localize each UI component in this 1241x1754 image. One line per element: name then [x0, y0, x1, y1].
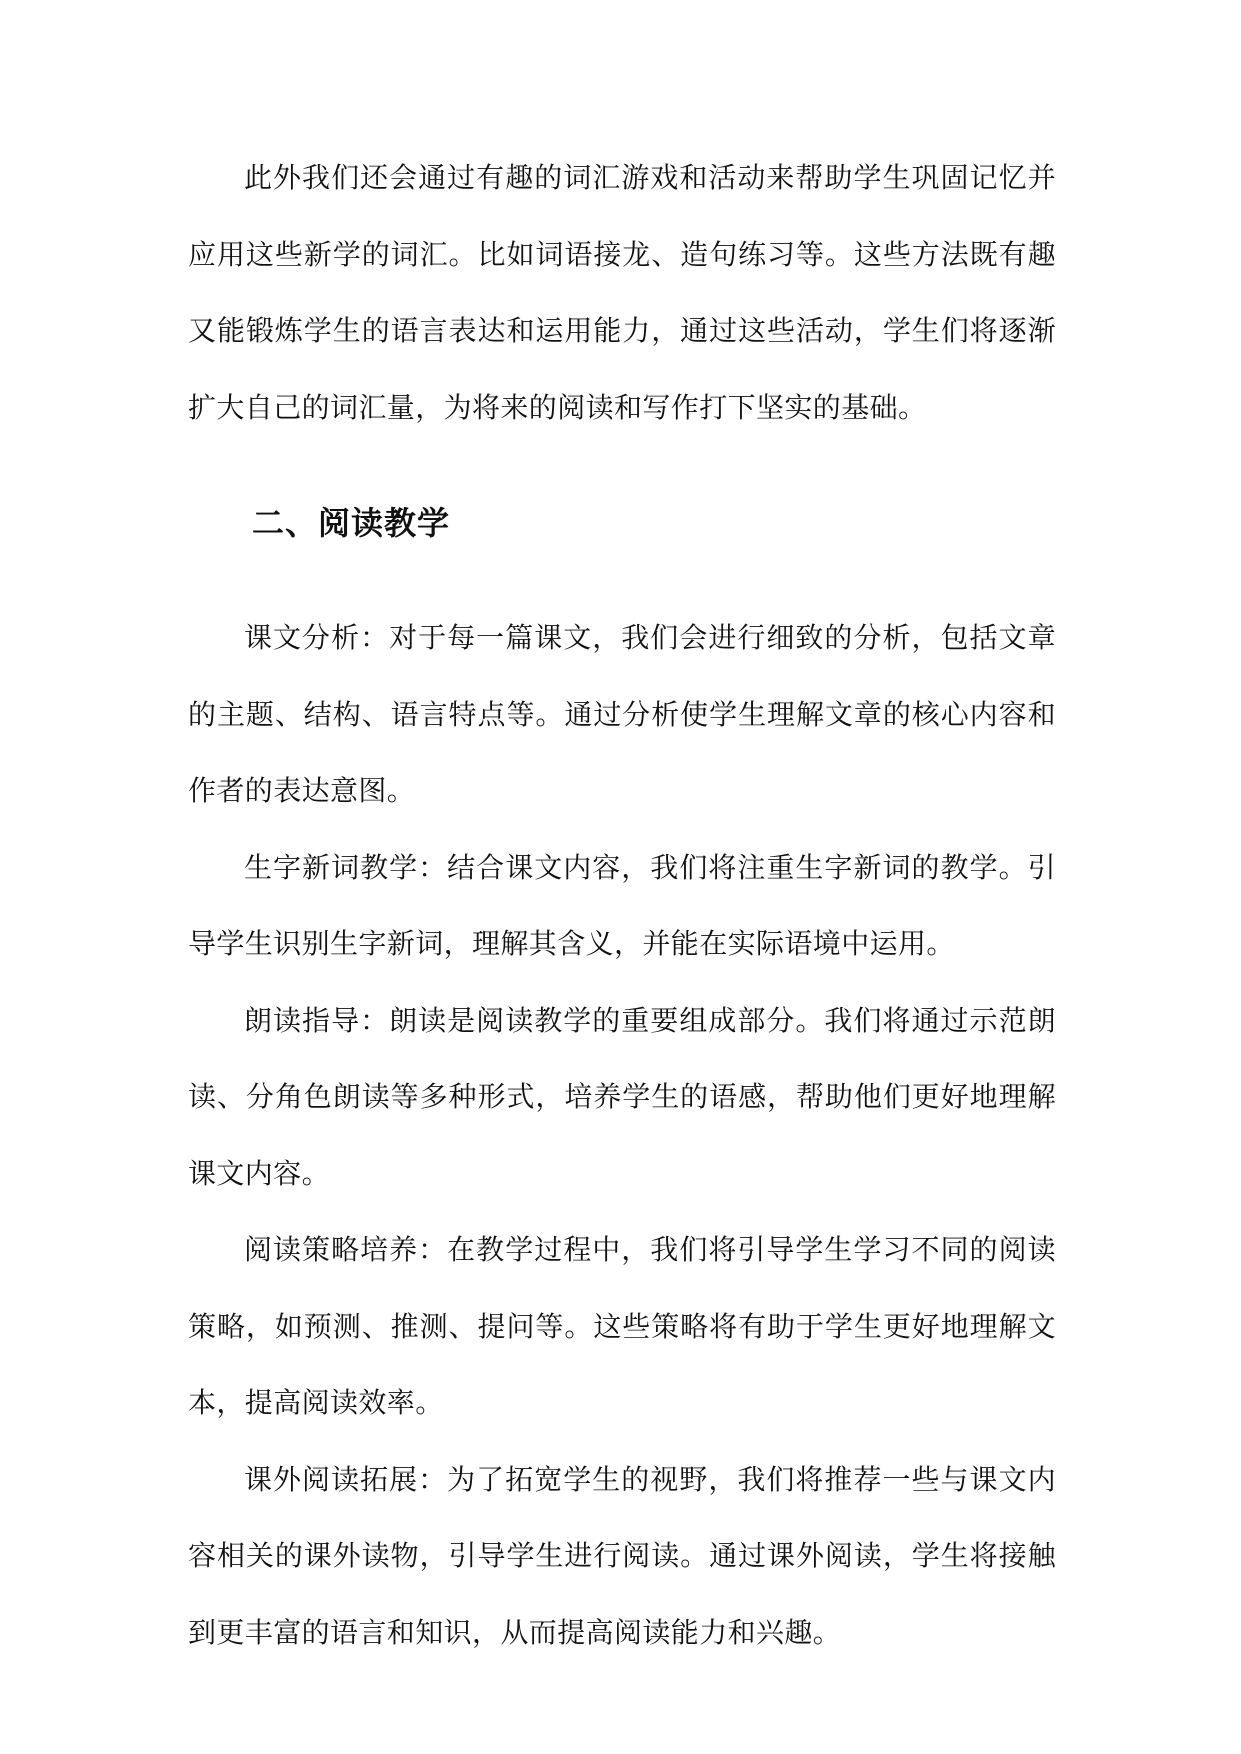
paragraph-new-words: 生字新词教学：结合课文内容，我们将注重生字新词的教学。引导学生识别生字新词，理解其含义，并能在实际语境中运用。: [188, 850, 1056, 960]
intro-paragraph: 此外我们还会通过有趣的词汇游戏和活动来帮助学生巩固记忆并应用这些新学的词汇。比如词语接龙、造句练习等。这些方法既有趣又能锻炼学生的语言表达和运用能力，通过这些活动，学生们将逐渐扩大自己的词汇量，为将来的阅读和写作打下坚实的基础。: [188, 161, 1056, 424]
paragraph-reading-aloud: 朗读指导：朗读是阅读教学的重要组成部分。我们将通过示范朗读、分角色朗读等多种形式，培养学生的语感，帮助他们更好地理解课文内容。: [188, 1003, 1056, 1190]
document-body: [188, 140, 1056, 1671]
section-heading: 二、阅读教学: [252, 504, 451, 542]
paragraph-reading-strategies: 阅读策略培养：在教学过程中，我们将引导学生学习不同的阅读策略，如预测、推测、提问等。这些策略将有助于学生更好地理解文本，提高阅读效率。: [188, 1233, 1056, 1419]
paragraph-extracurricular-reading: 课外阅读拓展：为了拓宽学生的视野，我们将推荐一些与课文内容相关的课外读物，引导学生进行阅读。通过课外阅读，学生将接触到更丰富的语言和知识，从而提高阅读能力和兴趣。: [188, 1462, 1056, 1649]
paragraph-text-analysis: 课文分析：对于每一篇课文，我们会进行细致的分析，包括文章的主题、结构、语言特点等。通过分析使学生理解文章的核心内容和作者的表达意图。: [188, 621, 1056, 807]
